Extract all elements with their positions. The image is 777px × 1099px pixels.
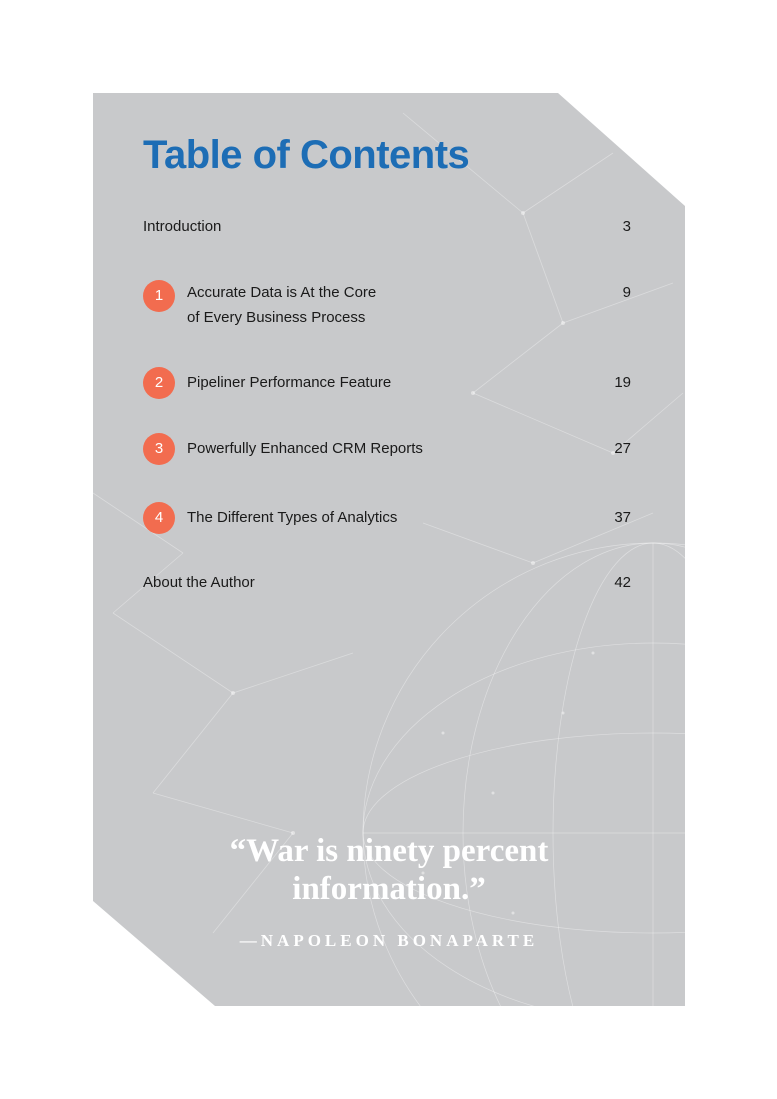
toc-entry-label: Introduction <box>143 218 222 235</box>
quote-line-1: “War is ninety percent <box>229 833 549 869</box>
toc-entry-label-line1: Accurate Data is At the Core <box>187 284 377 301</box>
toc-entry-label: The Different Types of Analytics <box>187 509 398 526</box>
chapter-number-badge: 4 <box>143 502 175 534</box>
toc-entry-page: 19 <box>614 374 631 391</box>
toc-entry-label <box>187 280 376 330</box>
chapter-number-badge: 1 <box>143 280 175 312</box>
quote <box>93 832 685 908</box>
page-title: Table of Contents <box>143 133 470 177</box>
toc-entry-page: 27 <box>614 440 631 457</box>
quote-attribution: —NAPOLEON BONAPARTE <box>239 931 539 950</box>
toc-entry-page: 42 <box>614 574 631 591</box>
quote-line-2: information.” <box>292 871 486 907</box>
toc-entry-label: Pipeliner Performance Feature <box>187 374 392 391</box>
toc-entry-label-line2: of Every Business Process <box>187 309 366 326</box>
toc-entry-label: About the Author <box>143 574 255 591</box>
chapter-number-badge: 3 <box>143 433 175 465</box>
toc-entry-page: 37 <box>614 509 631 526</box>
chapter-number-badge: 2 <box>143 367 175 399</box>
toc-entry-label: Powerfully Enhanced CRM Reports <box>187 440 423 457</box>
toc-entry-page: 9 <box>622 284 631 301</box>
toc-entry-page: 3 <box>622 218 631 235</box>
